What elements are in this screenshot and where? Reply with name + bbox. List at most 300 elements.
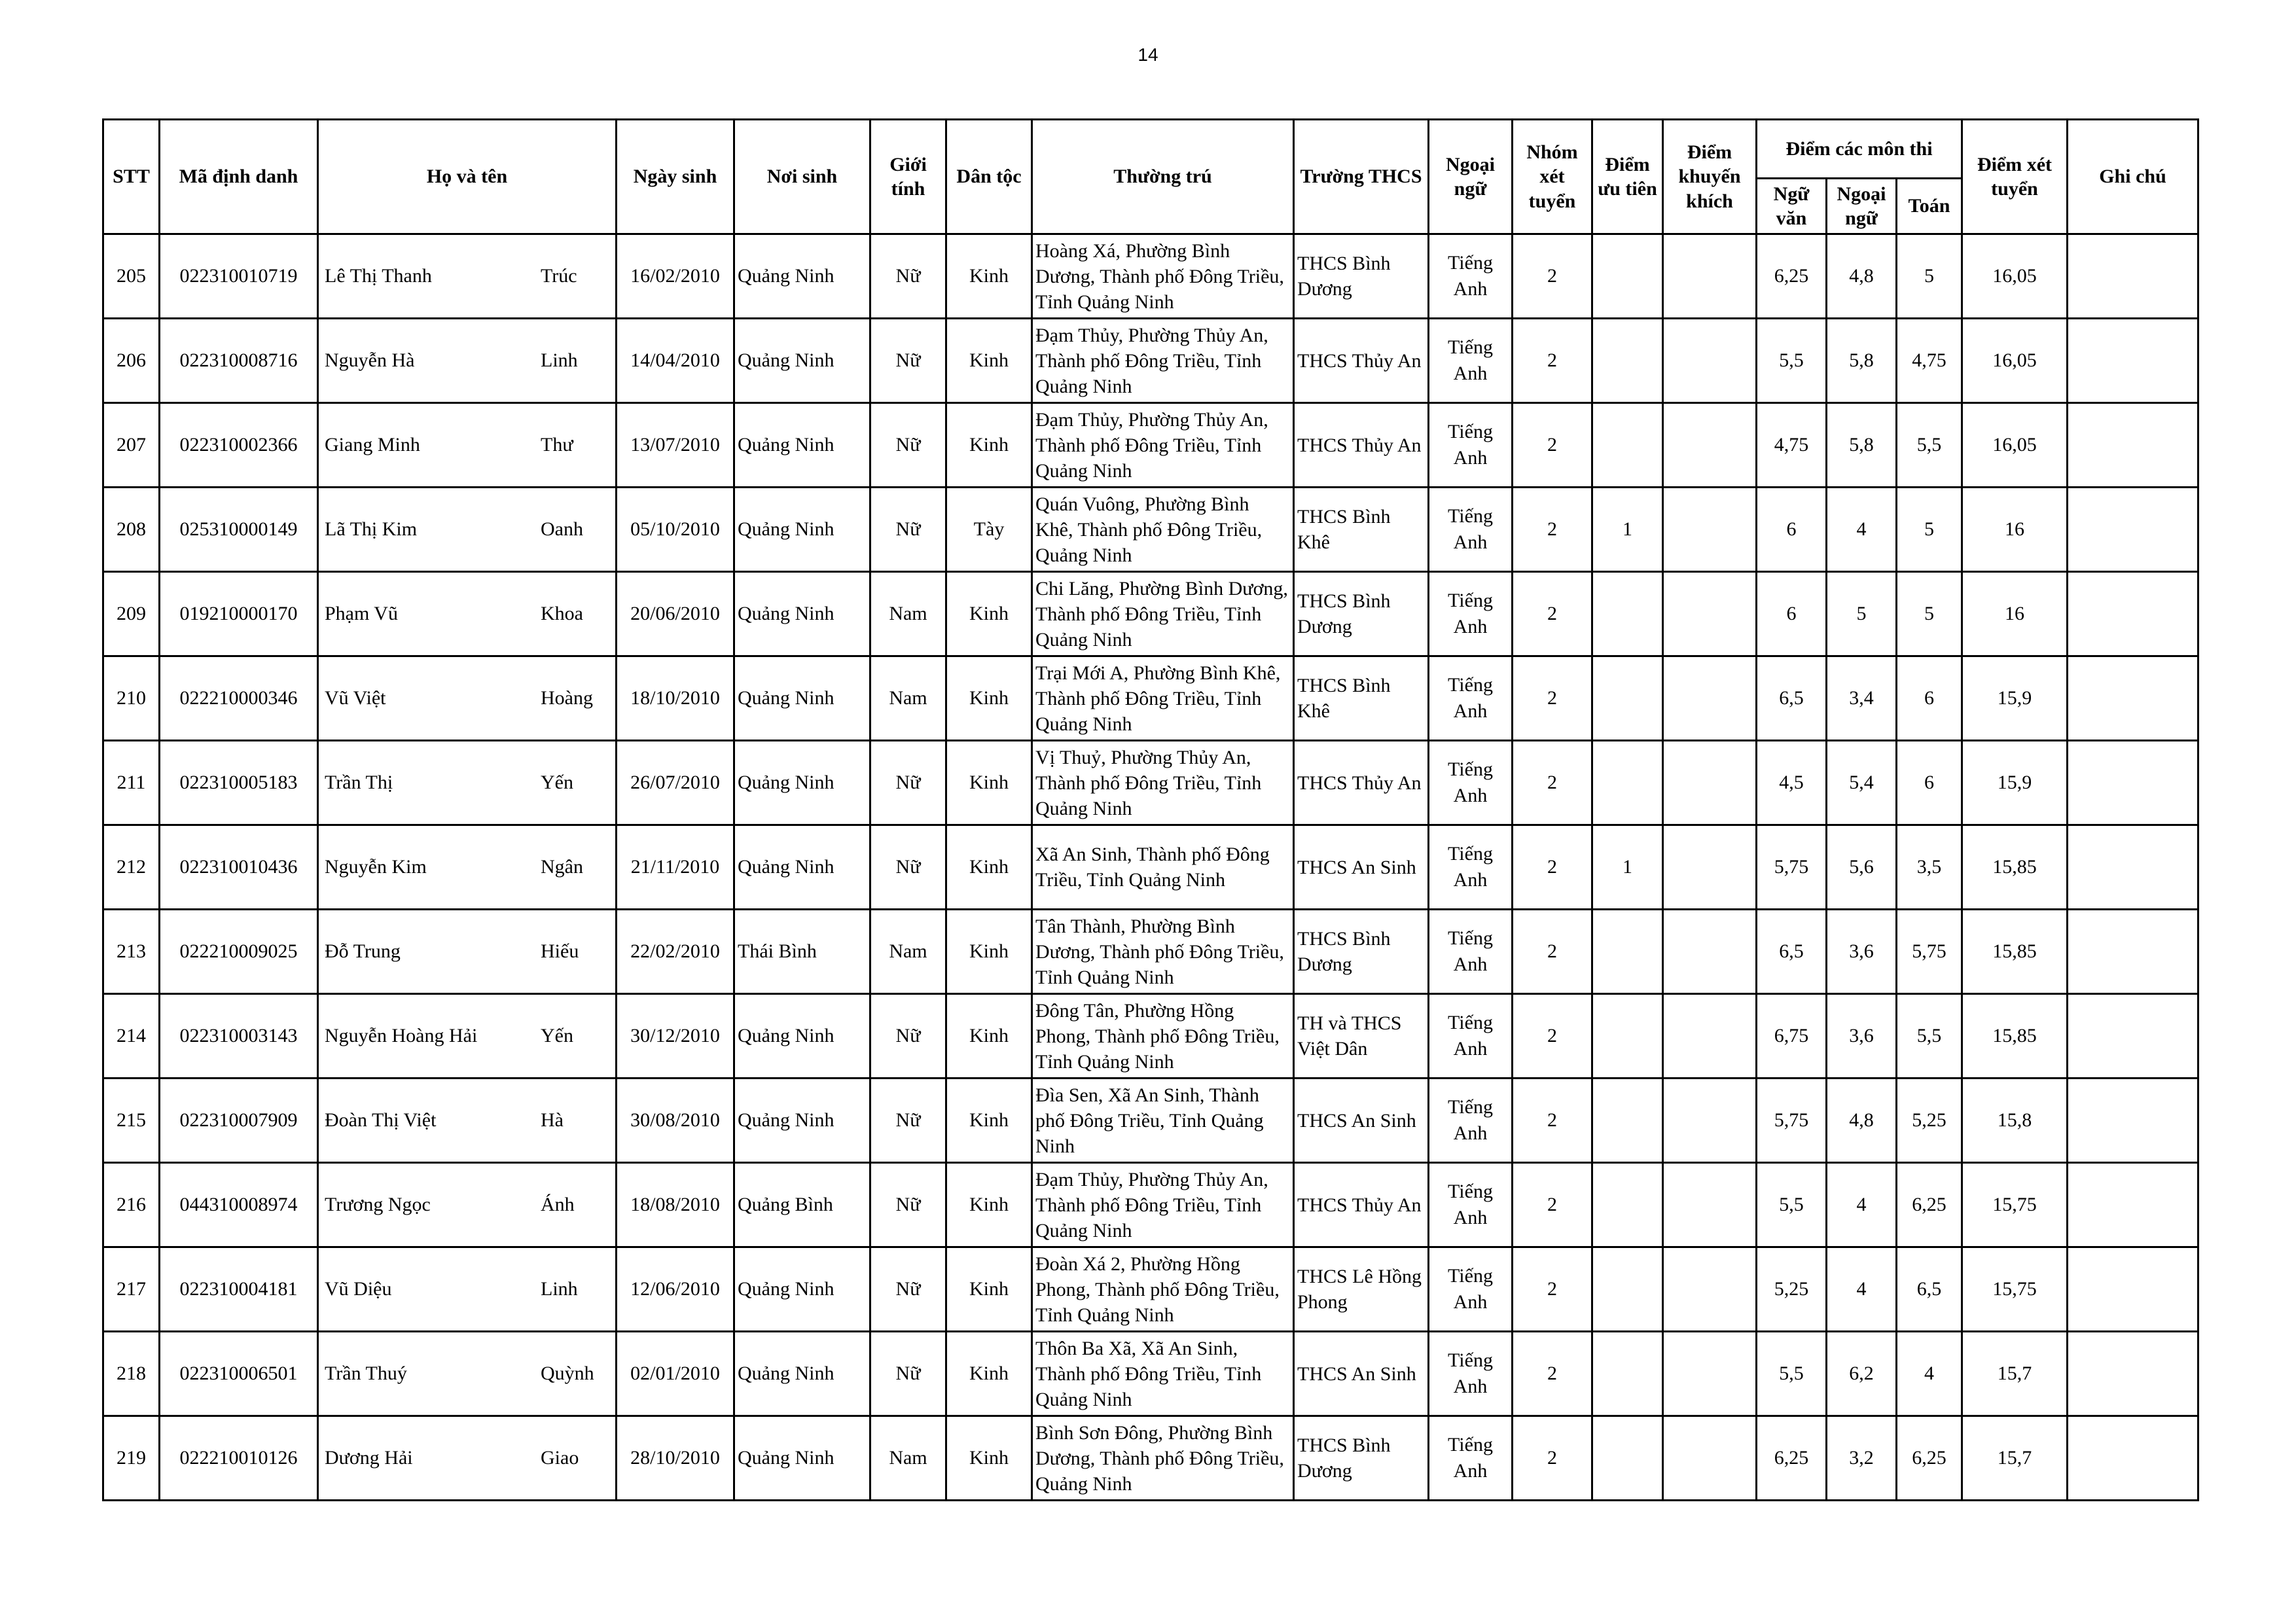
cell-nhom-xet-tuyen: 2: [1513, 234, 1592, 319]
cell-ghi-chu: [2068, 1247, 2198, 1332]
cell-ngu-van: 5,5: [1757, 319, 1827, 403]
cell-ngay-sinh: 16/02/2010: [617, 234, 734, 319]
cell-diem-khuyen-khich: [1663, 994, 1757, 1079]
cell-ngay-sinh: 05/10/2010: [617, 488, 734, 572]
cell-dan-toc: Kinh: [946, 572, 1032, 656]
cell-ngoai-ngu: Tiếng Anh: [1429, 656, 1513, 741]
table-row: [103, 1416, 2198, 1501]
cell-truong-thcs: THCS Bình Dương: [1294, 1416, 1429, 1501]
ten: Oanh: [541, 518, 583, 541]
cell-diem-uu-tien: [1592, 910, 1663, 994]
cell-gioi-tinh: Nữ: [870, 319, 946, 403]
cell-ma-dinh-danh: 022310004181: [160, 1247, 318, 1332]
cell-ghi-chu: [2068, 994, 2198, 1079]
header-diem-xet-tuyen: Điểm xét tuyển: [1962, 120, 2068, 234]
cell-diem-xet-tuyen: 15,75: [1962, 1163, 2068, 1247]
cell-truong-thcs: THCS An Sinh: [1294, 1079, 1429, 1163]
cell-ho-va-ten: [318, 572, 617, 656]
cell-gioi-tinh: Nữ: [870, 741, 946, 825]
cell-toan: 5: [1897, 488, 1962, 572]
cell-ngu-van: 6: [1757, 488, 1827, 572]
header-ngoai-ngu-diem: Ngoại ngữ: [1827, 179, 1897, 234]
cell-ma-dinh-danh: 022310002366: [160, 403, 318, 488]
cell-ho-va-ten: [318, 234, 617, 319]
cell-thuong-tru: Đạm Thủy, Phường Thủy An, Thành phố Đông Triều, Tỉnh Quảng Ninh: [1032, 403, 1294, 488]
cell-ngoai-ngu-diem: 5: [1827, 572, 1897, 656]
cell-ho-va-ten: [318, 1332, 617, 1416]
cell-ngu-van: 6,75: [1757, 994, 1827, 1079]
cell-nhom-xet-tuyen: 2: [1513, 319, 1592, 403]
cell-ghi-chu: [2068, 1163, 2198, 1247]
cell-diem-khuyen-khich: [1663, 403, 1757, 488]
cell-ghi-chu: [2068, 1416, 2198, 1501]
cell-ma-dinh-danh: 022310007909: [160, 1079, 318, 1163]
cell-ma-dinh-danh: 022310010719: [160, 234, 318, 319]
table-row: [103, 1332, 2198, 1416]
cell-ghi-chu: [2068, 825, 2198, 910]
cell-diem-uu-tien: [1592, 1416, 1663, 1501]
header-truong-thcs: Trường THCS: [1294, 120, 1429, 234]
cell-truong-thcs: THCS Thủy An: [1294, 319, 1429, 403]
cell-truong-thcs: THCS An Sinh: [1294, 825, 1429, 910]
cell-ngoai-ngu-diem: 5,4: [1827, 741, 1897, 825]
cell-ghi-chu: [2068, 403, 2198, 488]
cell-noi-sinh: Quảng Ninh: [734, 656, 870, 741]
cell-truong-thcs: THCS Thủy An: [1294, 741, 1429, 825]
cell-ngoai-ngu-diem: 4,8: [1827, 234, 1897, 319]
cell-gioi-tinh: Nữ: [870, 1079, 946, 1163]
header-ho-va-ten: Họ và tên: [318, 120, 617, 234]
cell-thuong-tru: Quán Vuông, Phường Bình Khê, Thành phố Đông Triều, Quảng Ninh: [1032, 488, 1294, 572]
cell-noi-sinh: Quảng Ninh: [734, 1247, 870, 1332]
cell-stt: 217: [103, 1247, 160, 1332]
cell-ghi-chu: [2068, 1079, 2198, 1163]
cell-diem-uu-tien: [1592, 741, 1663, 825]
cell-diem-uu-tien: [1592, 234, 1663, 319]
cell-diem-xet-tuyen: 15,85: [1962, 994, 2068, 1079]
ten: Ngân: [541, 856, 583, 878]
ten: Linh: [541, 1278, 578, 1300]
cell-noi-sinh: Quảng Ninh: [734, 994, 870, 1079]
cell-ngoai-ngu: Tiếng Anh: [1429, 572, 1513, 656]
header-nhom-xet-tuyen: Nhóm xét tuyển: [1513, 120, 1592, 234]
cell-ngoai-ngu-diem: 5,6: [1827, 825, 1897, 910]
cell-toan: 4,75: [1897, 319, 1962, 403]
cell-nhom-xet-tuyen: 2: [1513, 488, 1592, 572]
cell-ngoai-ngu-diem: 3,4: [1827, 656, 1897, 741]
cell-gioi-tinh: Nữ: [870, 825, 946, 910]
cell-stt: 209: [103, 572, 160, 656]
cell-thuong-tru: Đông Tân, Phường Hồng Phong, Thành phố Đông Triều, Tỉnh Quảng Ninh: [1032, 994, 1294, 1079]
cell-diem-xet-tuyen: 16: [1962, 488, 2068, 572]
cell-ho-va-ten: [318, 741, 617, 825]
cell-truong-thcs: THCS Bình Khê: [1294, 656, 1429, 741]
cell-gioi-tinh: Nữ: [870, 1247, 946, 1332]
cell-stt: 214: [103, 994, 160, 1079]
cell-ghi-chu: [2068, 234, 2198, 319]
cell-stt: 206: [103, 319, 160, 403]
cell-ngoai-ngu: Tiếng Anh: [1429, 1163, 1513, 1247]
cell-toan: 6,25: [1897, 1416, 1962, 1501]
cell-truong-thcs: THCS An Sinh: [1294, 1332, 1429, 1416]
cell-ngoai-ngu-diem: 5,8: [1827, 403, 1897, 488]
cell-ngay-sinh: 12/06/2010: [617, 1247, 734, 1332]
cell-ma-dinh-danh: 022310005183: [160, 741, 318, 825]
cell-ngoai-ngu-diem: 3,6: [1827, 994, 1897, 1079]
ten: Giao: [541, 1447, 579, 1469]
cell-diem-xet-tuyen: 16: [1962, 572, 2068, 656]
cell-nhom-xet-tuyen: 2: [1513, 741, 1592, 825]
results-body: [103, 234, 2198, 1501]
cell-diem-uu-tien: [1592, 1247, 1663, 1332]
ho-dem: Giang Minh: [325, 434, 420, 456]
cell-nhom-xet-tuyen: 2: [1513, 572, 1592, 656]
cell-thuong-tru: Trại Mới A, Phường Bình Khê, Thành phố Đông Triều, Tỉnh Quảng Ninh: [1032, 656, 1294, 741]
cell-dan-toc: Kinh: [946, 234, 1032, 319]
header-ngay-sinh: Ngày sinh: [617, 120, 734, 234]
cell-ghi-chu: [2068, 910, 2198, 994]
cell-ngoai-ngu: Tiếng Anh: [1429, 319, 1513, 403]
cell-truong-thcs: THCS Bình Dương: [1294, 910, 1429, 994]
cell-ho-va-ten: [318, 1163, 617, 1247]
cell-ma-dinh-danh: 019210000170: [160, 572, 318, 656]
cell-ngu-van: 6,5: [1757, 656, 1827, 741]
header-dan-toc: Dân tộc: [946, 120, 1032, 234]
cell-diem-khuyen-khich: [1663, 319, 1757, 403]
cell-dan-toc: Kinh: [946, 403, 1032, 488]
cell-toan: 6,25: [1897, 1163, 1962, 1247]
ten: Hiếu: [541, 940, 579, 963]
cell-ngay-sinh: 14/04/2010: [617, 319, 734, 403]
cell-ngoai-ngu: Tiếng Anh: [1429, 910, 1513, 994]
cell-gioi-tinh: Nam: [870, 572, 946, 656]
cell-thuong-tru: Đạm Thủy, Phường Thủy An, Thành phố Đông Triều, Tỉnh Quảng Ninh: [1032, 1163, 1294, 1247]
cell-toan: 5,5: [1897, 403, 1962, 488]
header-ghi-chu: Ghi chú: [2068, 120, 2198, 234]
cell-toan: 5: [1897, 572, 1962, 656]
cell-diem-khuyen-khich: [1663, 1079, 1757, 1163]
cell-nhom-xet-tuyen: 2: [1513, 1079, 1592, 1163]
cell-ngoai-ngu: Tiếng Anh: [1429, 403, 1513, 488]
header-toan: Toán: [1897, 179, 1962, 234]
cell-ma-dinh-danh: 022210000346: [160, 656, 318, 741]
ho-dem: Nguyễn Hà: [325, 349, 415, 372]
cell-gioi-tinh: Nữ: [870, 1163, 946, 1247]
cell-ma-dinh-danh: 044310008974: [160, 1163, 318, 1247]
cell-thuong-tru: Bình Sơn Đông, Phường Bình Dương, Thành phố Đông Triều, Quảng Ninh: [1032, 1416, 1294, 1501]
cell-ho-va-ten: [318, 319, 617, 403]
cell-ma-dinh-danh: 022310006501: [160, 1332, 318, 1416]
cell-toan: 6: [1897, 656, 1962, 741]
cell-diem-khuyen-khich: [1663, 741, 1757, 825]
cell-ho-va-ten: [318, 656, 617, 741]
ten: Hà: [541, 1109, 564, 1132]
cell-diem-uu-tien: [1592, 403, 1663, 488]
ten: Linh: [541, 349, 578, 372]
cell-ho-va-ten: [318, 825, 617, 910]
cell-thuong-tru: Đìa Sen, Xã An Sinh, Thành phố Đông Triều, Tỉnh Quảng Ninh: [1032, 1079, 1294, 1163]
cell-diem-khuyen-khich: [1663, 656, 1757, 741]
header-noi-sinh: Nơi sinh: [734, 120, 870, 234]
cell-diem-khuyen-khich: [1663, 1416, 1757, 1501]
cell-ngoai-ngu: Tiếng Anh: [1429, 741, 1513, 825]
cell-thuong-tru: Thôn Ba Xã, Xã An Sinh, Thành phố Đông Triều, Tỉnh Quảng Ninh: [1032, 1332, 1294, 1416]
cell-thuong-tru: Tân Thành, Phường Bình Dương, Thành phố Đông Triều, Tỉnh Quảng Ninh: [1032, 910, 1294, 994]
cell-noi-sinh: Quảng Ninh: [734, 1079, 870, 1163]
cell-noi-sinh: Thái Bình: [734, 910, 870, 994]
cell-noi-sinh: Quảng Ninh: [734, 488, 870, 572]
cell-diem-uu-tien: [1592, 1163, 1663, 1247]
cell-truong-thcs: THCS Bình Khê: [1294, 488, 1429, 572]
cell-diem-xet-tuyen: 16,05: [1962, 234, 2068, 319]
cell-diem-xet-tuyen: 15,8: [1962, 1079, 2068, 1163]
table-row: [103, 403, 2198, 488]
cell-diem-khuyen-khich: [1663, 1163, 1757, 1247]
cell-ngay-sinh: 28/10/2010: [617, 1416, 734, 1501]
cell-diem-uu-tien: 1: [1592, 488, 1663, 572]
cell-ngoai-ngu-diem: 3,2: [1827, 1416, 1897, 1501]
cell-toan: 5,25: [1897, 1079, 1962, 1163]
cell-dan-toc: Kinh: [946, 1332, 1032, 1416]
cell-diem-uu-tien: [1592, 656, 1663, 741]
cell-ngay-sinh: 20/06/2010: [617, 572, 734, 656]
cell-toan: 5: [1897, 234, 1962, 319]
cell-noi-sinh: Quảng Ninh: [734, 1332, 870, 1416]
cell-dan-toc: Kinh: [946, 656, 1032, 741]
cell-noi-sinh: Quảng Ninh: [734, 403, 870, 488]
cell-noi-sinh: Quảng Ninh: [734, 825, 870, 910]
cell-toan: 6,5: [1897, 1247, 1962, 1332]
cell-ho-va-ten: [318, 1079, 617, 1163]
cell-ngu-van: 5,5: [1757, 1163, 1827, 1247]
cell-ngu-van: 5,5: [1757, 1332, 1827, 1416]
cell-diem-khuyen-khich: [1663, 1247, 1757, 1332]
header-stt: STT: [103, 120, 160, 234]
cell-stt: 207: [103, 403, 160, 488]
cell-nhom-xet-tuyen: 2: [1513, 403, 1592, 488]
ho-dem: Nguyễn Hoàng Hải: [325, 1025, 478, 1047]
cell-ho-va-ten: [318, 488, 617, 572]
table-row: [103, 319, 2198, 403]
cell-ngu-van: 6,25: [1757, 1416, 1827, 1501]
table-row: [103, 994, 2198, 1079]
ho-dem: Dương Hải: [325, 1447, 413, 1469]
ten: Thư: [541, 434, 573, 456]
cell-thuong-tru: Đạm Thủy, Phường Thủy An, Thành phố Đông Triều, Tỉnh Quảng Ninh: [1032, 319, 1294, 403]
cell-toan: 4: [1897, 1332, 1962, 1416]
cell-truong-thcs: THCS Lê Hồng Phong: [1294, 1247, 1429, 1332]
cell-nhom-xet-tuyen: 2: [1513, 994, 1592, 1079]
cell-ngoai-ngu-diem: 4: [1827, 1163, 1897, 1247]
cell-ngoai-ngu-diem: 4: [1827, 1247, 1897, 1332]
cell-ngay-sinh: 30/08/2010: [617, 1079, 734, 1163]
header-ma-dinh-danh: Mã định danh: [160, 120, 318, 234]
cell-diem-xet-tuyen: 15,7: [1962, 1416, 2068, 1501]
cell-diem-uu-tien: [1592, 1332, 1663, 1416]
header-diem-khuyen-khich: Điểm khuyến khích: [1663, 120, 1757, 234]
cell-diem-khuyen-khich: [1663, 234, 1757, 319]
cell-ngay-sinh: 30/12/2010: [617, 994, 734, 1079]
header-thuong-tru: Thường trú: [1032, 120, 1294, 234]
cell-ghi-chu: [2068, 319, 2198, 403]
cell-ghi-chu: [2068, 741, 2198, 825]
cell-ngay-sinh: 26/07/2010: [617, 741, 734, 825]
cell-diem-uu-tien: 1: [1592, 825, 1663, 910]
cell-nhom-xet-tuyen: 2: [1513, 1163, 1592, 1247]
cell-dan-toc: Kinh: [946, 1079, 1032, 1163]
cell-ngoai-ngu-diem: 4: [1827, 488, 1897, 572]
cell-ma-dinh-danh: 025310000149: [160, 488, 318, 572]
cell-ngoai-ngu: Tiếng Anh: [1429, 1332, 1513, 1416]
cell-ngay-sinh: 21/11/2010: [617, 825, 734, 910]
cell-truong-thcs: THCS Thủy An: [1294, 1163, 1429, 1247]
header-ngu-van: Ngữ văn: [1757, 179, 1827, 234]
cell-dan-toc: Kinh: [946, 994, 1032, 1079]
cell-ma-dinh-danh: 022210010126: [160, 1416, 318, 1501]
cell-diem-khuyen-khich: [1663, 488, 1757, 572]
cell-ngu-van: 4,75: [1757, 403, 1827, 488]
table-row: [103, 488, 2198, 572]
cell-ngoai-ngu: Tiếng Anh: [1429, 825, 1513, 910]
cell-ho-va-ten: [318, 910, 617, 994]
cell-stt: 215: [103, 1079, 160, 1163]
cell-gioi-tinh: Nam: [870, 656, 946, 741]
cell-stt: 205: [103, 234, 160, 319]
results-table: [102, 118, 2199, 1501]
cell-ngu-van: 5,25: [1757, 1247, 1827, 1332]
cell-diem-uu-tien: [1592, 1079, 1663, 1163]
ho-dem: Nguyễn Kim: [325, 856, 427, 878]
cell-ho-va-ten: [318, 403, 617, 488]
cell-thuong-tru: Xã An Sinh, Thành phố Đông Triều, Tỉnh Quảng Ninh: [1032, 825, 1294, 910]
cell-ghi-chu: [2068, 488, 2198, 572]
ten: Yến: [541, 1025, 573, 1047]
cell-toan: 3,5: [1897, 825, 1962, 910]
cell-stt: 208: [103, 488, 160, 572]
cell-ma-dinh-danh: 022310003143: [160, 994, 318, 1079]
cell-diem-uu-tien: [1592, 572, 1663, 656]
cell-stt: 218: [103, 1332, 160, 1416]
cell-stt: 219: [103, 1416, 160, 1501]
ho-dem: Trần Thị: [325, 772, 393, 794]
cell-truong-thcs: TH và THCS Việt Dân: [1294, 994, 1429, 1079]
cell-dan-toc: Kinh: [946, 319, 1032, 403]
cell-gioi-tinh: Nữ: [870, 994, 946, 1079]
header-diem-uu-tien: Điểm ưu tiên: [1592, 120, 1663, 234]
ho-dem: Đoàn Thị Việt: [325, 1109, 437, 1132]
cell-diem-uu-tien: [1592, 319, 1663, 403]
header-ngoai-ngu: Ngoại ngữ: [1429, 120, 1513, 234]
cell-ngay-sinh: 02/01/2010: [617, 1332, 734, 1416]
cell-ho-va-ten: [318, 1416, 617, 1501]
ho-dem: Vũ Diệu: [325, 1278, 392, 1300]
cell-stt: 216: [103, 1163, 160, 1247]
cell-noi-sinh: Quảng Ninh: [734, 741, 870, 825]
cell-ngu-van: 5,75: [1757, 825, 1827, 910]
cell-ngoai-ngu: Tiếng Anh: [1429, 994, 1513, 1079]
cell-toan: 5,5: [1897, 994, 1962, 1079]
cell-thuong-tru: Chi Lăng, Phường Bình Dương, Thành phố Đông Triều, Tỉnh Quảng Ninh: [1032, 572, 1294, 656]
cell-noi-sinh: Quảng Ninh: [734, 1416, 870, 1501]
cell-diem-xet-tuyen: 15,75: [1962, 1247, 2068, 1332]
cell-noi-sinh: Quảng Ninh: [734, 319, 870, 403]
cell-dan-toc: Kinh: [946, 825, 1032, 910]
cell-nhom-xet-tuyen: 2: [1513, 825, 1592, 910]
cell-ngu-van: 5,75: [1757, 1079, 1827, 1163]
cell-dan-toc: Kinh: [946, 741, 1032, 825]
cell-ngay-sinh: 18/08/2010: [617, 1163, 734, 1247]
page-number: 14: [1138, 45, 1158, 65]
header-gioi-tinh: Giới tính: [870, 120, 946, 234]
cell-diem-xet-tuyen: 16,05: [1962, 403, 2068, 488]
table-row: [103, 1079, 2198, 1163]
table-row: [103, 825, 2198, 910]
cell-ngu-van: 6: [1757, 572, 1827, 656]
cell-ngay-sinh: 18/10/2010: [617, 656, 734, 741]
table-row: [103, 1247, 2198, 1332]
cell-nhom-xet-tuyen: 2: [1513, 656, 1592, 741]
cell-nhom-xet-tuyen: 2: [1513, 910, 1592, 994]
cell-toan: 6: [1897, 741, 1962, 825]
cell-ngoai-ngu: Tiếng Anh: [1429, 1247, 1513, 1332]
cell-diem-xet-tuyen: 16,05: [1962, 319, 2068, 403]
ten: Ánh: [541, 1194, 575, 1216]
cell-ma-dinh-danh: 022210009025: [160, 910, 318, 994]
ten: Trúc: [541, 265, 577, 287]
ho-dem: Đỗ Trung: [325, 940, 401, 963]
cell-ngoai-ngu-diem: 4,8: [1827, 1079, 1897, 1163]
cell-dan-toc: Kinh: [946, 1247, 1032, 1332]
cell-ngu-van: 6,25: [1757, 234, 1827, 319]
ten: Yến: [541, 772, 573, 794]
cell-dan-toc: Kinh: [946, 1416, 1032, 1501]
ho-dem: Phạm Vũ: [325, 603, 398, 625]
cell-diem-khuyen-khich: [1663, 1332, 1757, 1416]
ho-dem: Lê Thị Thanh: [325, 265, 432, 287]
table-row: [103, 234, 2198, 319]
cell-noi-sinh: Quảng Ninh: [734, 234, 870, 319]
cell-nhom-xet-tuyen: 2: [1513, 1247, 1592, 1332]
cell-ngoai-ngu: Tiếng Anh: [1429, 1416, 1513, 1501]
cell-stt: 212: [103, 825, 160, 910]
cell-diem-uu-tien: [1592, 994, 1663, 1079]
cell-dan-toc: Tày: [946, 488, 1032, 572]
ten: Khoa: [541, 603, 583, 625]
cell-diem-khuyen-khich: [1663, 572, 1757, 656]
cell-toan: 5,75: [1897, 910, 1962, 994]
cell-ma-dinh-danh: 022310010436: [160, 825, 318, 910]
cell-thuong-tru: Hoàng Xá, Phường Bình Dương, Thành phố Đông Triều, Tỉnh Quảng Ninh: [1032, 234, 1294, 319]
cell-gioi-tinh: Nữ: [870, 403, 946, 488]
table-row: [103, 1163, 2198, 1247]
cell-dan-toc: Kinh: [946, 910, 1032, 994]
table-row: [103, 656, 2198, 741]
cell-truong-thcs: THCS Thủy An: [1294, 403, 1429, 488]
table-row: [103, 910, 2198, 994]
cell-ghi-chu: [2068, 1332, 2198, 1416]
cell-diem-xet-tuyen: 15,7: [1962, 1332, 2068, 1416]
ho-dem: Trần Thuý: [325, 1363, 407, 1385]
cell-stt: 210: [103, 656, 160, 741]
cell-ngoai-ngu-diem: 6,2: [1827, 1332, 1897, 1416]
header-diem-cac-mon-thi: Điểm các môn thi: [1757, 120, 1962, 179]
cell-nhom-xet-tuyen: 2: [1513, 1416, 1592, 1501]
cell-ngu-van: 4,5: [1757, 741, 1827, 825]
cell-ghi-chu: [2068, 572, 2198, 656]
cell-gioi-tinh: Nam: [870, 910, 946, 994]
cell-ho-va-ten: [318, 1247, 617, 1332]
cell-thuong-tru: Vị Thuỷ, Phường Thủy An, Thành phố Đông Triều, Tỉnh Quảng Ninh: [1032, 741, 1294, 825]
